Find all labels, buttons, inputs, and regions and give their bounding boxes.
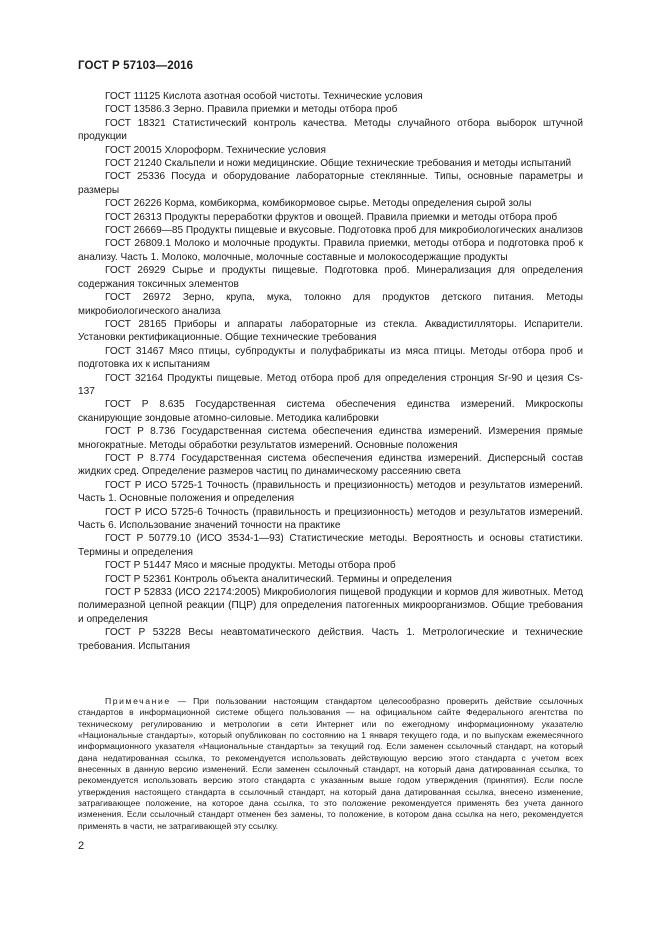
reference-item: ГОСТ Р 52833 (ИСО 22174:2005) Микробиология пищевой продукции и кормов для животных. Метод полимеразной цепной реакции (ПЦР) для определения патогенных микроорганизмов. Общие требования и определения: [78, 587, 583, 625]
reference-item: ГОСТ Р ИСО 5725-6 Точность (правильность и прецизионность) методов и результатов измерений. Часть 6. Использование значений точности на практике: [78, 506, 583, 531]
reference-item: ГОСТ Р 50779.10 (ИСО 3534-1—93) Статистические методы. Вероятность и основы статистики. Термины и определения: [78, 533, 583, 558]
reference-item: ГОСТ 26313 Продукты переработки фруктов и овощей. Правила приемки и методы отбора проб: [105, 211, 558, 223]
reference-item: ГОСТ 31467 Мясо птицы, субпродукты и полуфабрикаты из мяса птицы. Методы отбора проб и подготовка их к испытаниям: [78, 345, 583, 371]
reference-item: ГОСТ 28165 Приборы и аппараты лабораторные из стекла. Аквадистилляторы. Испарители. Установки ректификационные. Общие технические требования: [78, 318, 583, 344]
reference-item: ГОСТ 21240 Скальпели и ножи медицинские. Общие технические требования и методы испытаний: [105, 158, 572, 170]
reference-item: ГОСТ 13586.3 Зерно. Правила приемки и методы отбора проб: [105, 104, 398, 116]
normative-references-list: [78, 90, 583, 653]
page-number: 2: [78, 840, 85, 852]
reference-item: ГОСТ Р 51447 Мясо и мясные продукты. Методы отбора проб: [105, 560, 396, 572]
reference-item: ГОСТ Р 8.635 Государственная система обеспечения единства измерений. Микроскопы сканирующие зондовые атомно-силовые. Методика калибровки: [78, 399, 583, 424]
reference-item: ГОСТ Р 8.774 Государственная система обеспечения единства измерений. Дисперсный состав жидких сред. Определение размеров частиц по динамическому рассеянию света: [78, 452, 583, 478]
document-header: ГОСТ Р 57103—2016: [78, 60, 194, 72]
note-label: Примечание: [105, 696, 171, 706]
reference-item: ГОСТ Р 52361 Контроль объекта аналитический. Термины и определения: [105, 573, 452, 585]
reference-item: ГОСТ 26809.1 Молоко и молочные продукты. Правила приемки, методы отбора и подготовка проб к анализу. Часть 1. Молоко, молочные, молочные составные и молокосодержащие продукты: [78, 238, 583, 263]
note-paragraph: [78, 696, 583, 832]
reference-item: ГОСТ 26669—85 Продукты пищевые и вкусовые. Подготовка проб для микробиологических анализов: [105, 225, 583, 237]
reference-item: ГОСТ 26226 Корма, комбикорма, комбикормовое сырье. Методы определения сырой золы: [105, 198, 532, 210]
note-text: — При пользовании настоящим стандартом целесообразно проверить действие ссылочных стандартов в информационной системе общего пользования — на официальном сайте Федерального агентства по техническому регулированию и метрологии в сети Интернет или по ежегодному информационному указателю «Национальные стандарты», который опубликован по состоянию на 1 января текущего года, и по выпускам ежемесячного информационного указателя «Национальные стандарты» за текущий год. Если заменен ссылочный стандарт, на который дана недатированная ссылка, то рекомендуется использовать действующую версию этого стандарта с учетом всех внесенных в данную версию изменений. Если заменен ссылочный стандарт, на который дана датированная ссылка, то рекомендуется использовать версию этого стандарта с указанным выше годом утверждения (принятия). Если после утверждения настоящего стандарта в ссылочный стандарт, на который дана датированная ссылка, внесено изменение, затрагивающее положение, на которое дана ссылка, то это положение рекомендуется применять без учета данного изменения. Если ссылочный стандарт отменен без замены, то положение, в котором дана ссылка на него, рекомендуется применять в части, не затрагивающей эту ссылку.: [78, 696, 583, 831]
reference-item: ГОСТ Р 53228 Весы неавтоматического действия. Часть 1. Метрологические и технические требования. Испытания: [78, 627, 583, 652]
reference-item: ГОСТ 26972 Зерно, крупа, мука, толокно для продуктов детского питания. Методы микробиологического анализа: [78, 292, 583, 317]
reference-item: ГОСТ Р 8.736 Государственная система обеспечения единства измерений. Измерения прямые многократные. Методы обработки результатов измерений. Основные положения: [78, 426, 583, 451]
reference-item: ГОСТ 32164 Продукты пищевые. Метод отбора проб для определения стронция Sr-90 и цезия Cs-137: [78, 372, 583, 397]
reference-item: ГОСТ 20015 Хлороформ. Технические условия: [105, 144, 326, 156]
reference-item: ГОСТ 18321 Статистический контроль качества. Методы случайного отбора выборок штучной продукции: [78, 117, 583, 143]
reference-item: ГОСТ 11125 Кислота азотная особой чистоты. Технические условия: [105, 91, 423, 102]
reference-item: ГОСТ 25336 Посуда и оборудование лабораторные стеклянные. Типы, основные параметры и размеры: [78, 171, 583, 196]
reference-item: ГОСТ 26929 Сырье и продукты пищевые. Подготовка проб. Минерализация для определения содержания токсичных элементов: [78, 265, 583, 290]
reference-item: ГОСТ Р ИСО 5725-1 Точность (правильность и прецизионность) методов и результатов измерений. Часть 1. Основные положения и определения: [78, 479, 583, 505]
